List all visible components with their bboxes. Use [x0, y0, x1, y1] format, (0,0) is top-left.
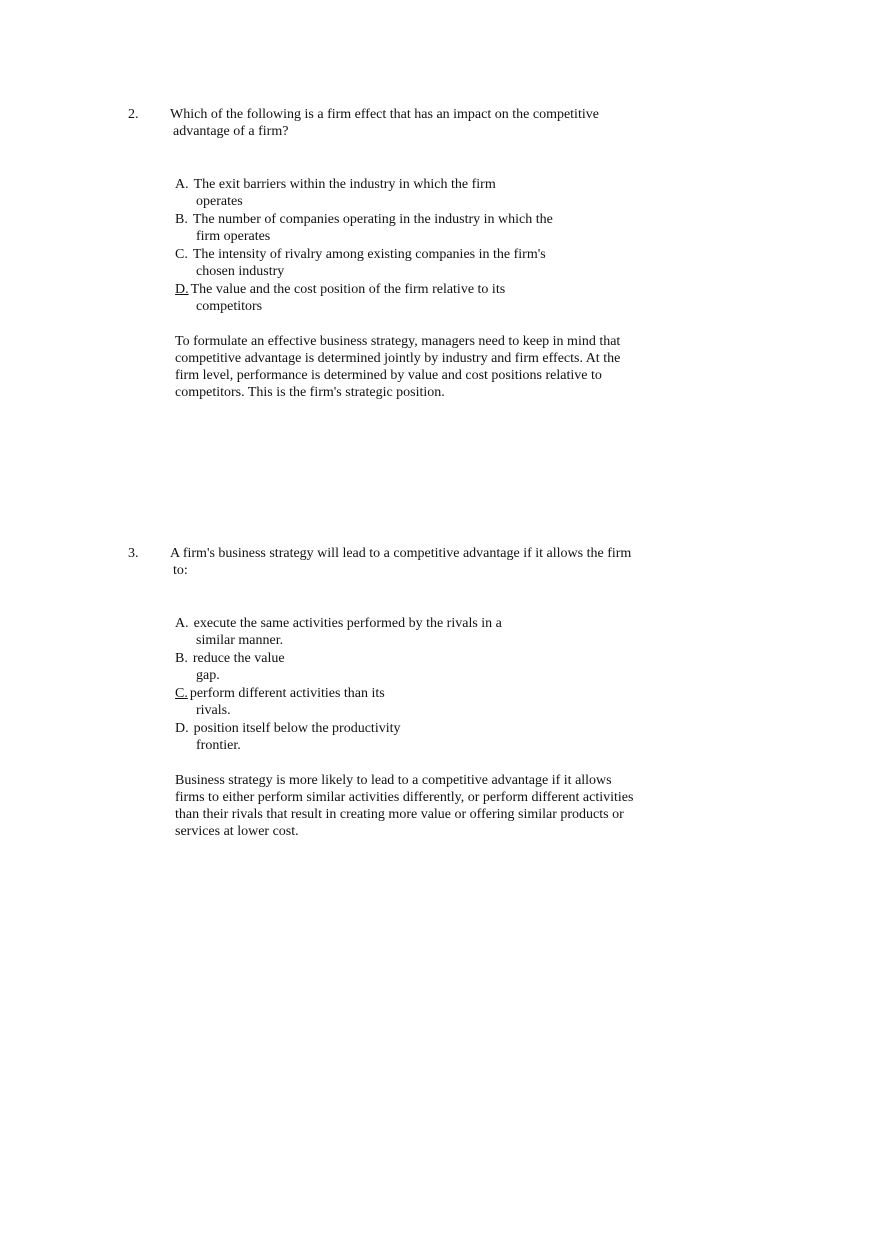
explanation-line: competitive advantage is determined jointly by industry and firm effects. At the: [175, 351, 621, 366]
option-a: [175, 176, 595, 210]
option-text: The exit barriers within the industry in which the firm: [193, 177, 496, 192]
question-number: 2.: [128, 107, 139, 122]
answer-options: [175, 176, 595, 315]
option-text: operates: [196, 194, 243, 209]
option-text: frontier.: [196, 738, 241, 753]
question-text-line: Which of the following is a firm effect that has an impact on the competitive: [170, 107, 599, 122]
option-letter: D.: [175, 721, 189, 736]
option-b: [175, 650, 595, 684]
option-text: rivals.: [196, 703, 231, 718]
question-text: [170, 106, 658, 140]
explanation-line: firms to either perform similar activities differently, or perform different activities: [175, 790, 634, 805]
option-letter-correct: C.: [175, 686, 188, 701]
option-letter: A.: [175, 177, 189, 192]
option-text: gap.: [196, 668, 220, 683]
explanation-line: competitors. This is the firm's strategic position.: [175, 385, 445, 400]
option-a: [175, 615, 595, 649]
explanation-line: firm level, performance is determined by value and cost positions relative to: [175, 368, 602, 383]
answer-explanation: [175, 772, 645, 840]
option-b: [175, 211, 595, 245]
option-text: The value and the cost position of the firm relative to its: [190, 282, 506, 297]
question-3: [128, 545, 688, 840]
option-c: [175, 246, 595, 280]
option-text: perform different activities than its: [189, 686, 385, 701]
option-text: The intensity of rivalry among existing companies in the firm's: [192, 247, 546, 262]
explanation-line: services at lower cost.: [175, 824, 299, 839]
explanation-line: than their rivals that result in creating more value or offering similar products or: [175, 807, 624, 822]
option-letter: C.: [175, 247, 188, 262]
question-number: 3.: [128, 546, 139, 561]
answer-options: [175, 615, 595, 754]
option-text: position itself below the productivity: [193, 721, 401, 736]
option-d: [175, 720, 595, 754]
option-c-correct: [175, 685, 595, 719]
question-text-line: A firm's business strategy will lead to a competitive advantage if it allows the firm: [170, 546, 632, 561]
explanation-line: Business strategy is more likely to lead to a competitive advantage if it allows: [175, 773, 612, 788]
question-text-line: to:: [173, 563, 188, 578]
option-text: firm operates: [196, 229, 271, 244]
option-text: chosen industry: [196, 264, 285, 279]
option-text: execute the same activities performed by the rivals in a: [193, 616, 502, 631]
option-letter: A.: [175, 616, 189, 631]
option-text: reduce the value: [192, 651, 285, 666]
question-2: [128, 106, 688, 401]
option-letter-correct: D.: [175, 282, 189, 297]
question-text: [170, 545, 658, 579]
answer-explanation: [175, 333, 645, 401]
option-letter: B.: [175, 651, 188, 666]
option-text: The number of companies operating in the industry in which the: [192, 212, 553, 227]
option-text: similar manner.: [196, 633, 284, 648]
option-text: competitors: [196, 299, 263, 314]
option-letter: B.: [175, 212, 188, 227]
option-d-correct: [175, 281, 595, 315]
explanation-line: To formulate an effective business strategy, managers need to keep in mind that: [175, 334, 621, 349]
question-text-line: advantage of a firm?: [173, 124, 289, 139]
